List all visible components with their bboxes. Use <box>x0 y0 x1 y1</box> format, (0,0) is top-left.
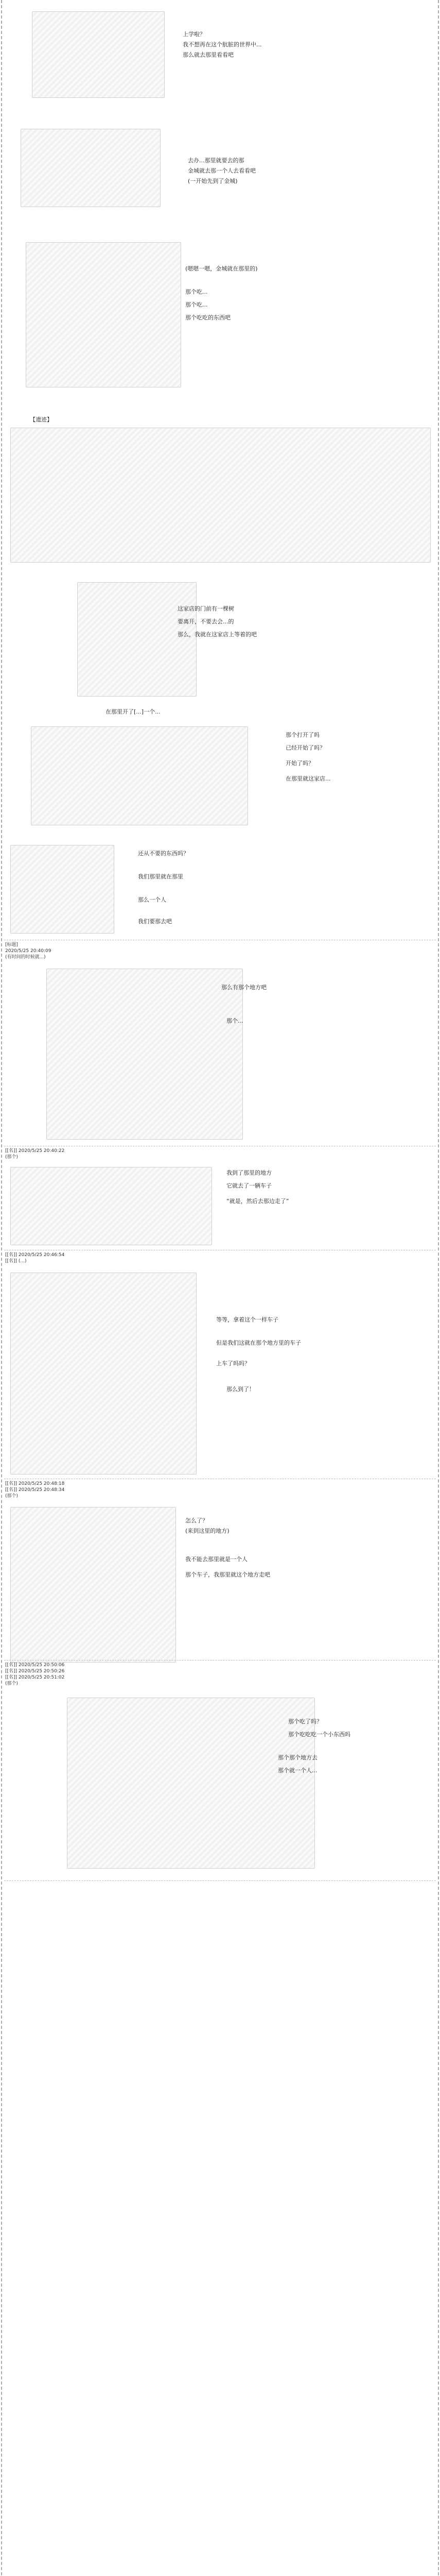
left-dashed-border <box>1 0 2 2576</box>
timestamp-5-line-2: [[名]] 2020/5/25 20:50:26 <box>5 1669 65 1674</box>
panel-12-text-2: (来到这里的地方) <box>185 1528 230 1534</box>
separator-end <box>4 1880 436 1881</box>
panel-12-text-1: 怎么了？ <box>185 1517 208 1524</box>
panel-4-label: 【遗迹】 <box>30 416 52 423</box>
panel-13-text-1: 那个吃了吗？ <box>288 1718 322 1725</box>
art-block-8 <box>10 845 114 934</box>
panel-13-text-2: 那个吃吃吃一个小东西吗 <box>288 1731 350 1738</box>
timestamp-2-line-2: (那个) <box>5 1155 19 1160</box>
panel-11-text-3: 上车了吗吗？ <box>216 1360 250 1367</box>
panel-2-text-2: 金城就去那一个人去看看吧 <box>188 167 256 174</box>
timestamp-1-line-2: 2020/5/25 20:40:09 <box>5 948 51 954</box>
panel-11-text-2: 但是我们这就在那个地方里的车子 <box>216 1340 301 1346</box>
panel-3-text-3: 那个吃... <box>185 301 208 308</box>
art-block-7 <box>31 726 248 825</box>
timestamp-5-line-1: [[名]] 2020/5/25 20:50:06 <box>5 1663 65 1668</box>
panel-7-text-3: 开始了吗？ <box>286 760 314 767</box>
timestamp-5-line-4: (那个) <box>5 1681 19 1686</box>
art-block-9 <box>46 969 243 1140</box>
panel-8-text-2: 我们那里就在那里 <box>138 873 183 880</box>
panel-12-text-3: 我不能去那里就是一个人 <box>185 1556 248 1563</box>
panel-3-text-2: 那个吃... <box>185 289 208 295</box>
art-block-13 <box>67 1698 315 1869</box>
timestamp-4-line-3: (那个) <box>5 1494 19 1499</box>
panel-5-text-1: 这家店的门前有一棵树 <box>178 605 234 612</box>
timestamp-1-line-3: (有时间的时候就...) <box>5 955 46 960</box>
timestamp-3-line-2: [[名]] (...) <box>5 1259 27 1264</box>
panel-13-text-4: 那个就一个人... <box>278 1767 318 1774</box>
panel-1-text-3: 那么就去那里看看吧 <box>183 52 234 58</box>
panel-3-text-4: 那个吃吃的东西吧 <box>185 314 231 321</box>
panel-8-text-1: 还从不要的东西吗？ <box>138 850 189 857</box>
panel-1-text-1: 上学啦？ <box>183 31 205 38</box>
timestamp-block-4 <box>5 1481 64 1499</box>
panel-5-text-3: 那么，我就在这家店上等着的吧 <box>178 631 257 638</box>
panel-2-text-1: 去办...那里就要去的那 <box>188 157 244 164</box>
panel-9-text-2: 那个... <box>226 1018 243 1024</box>
art-block-4-scene <box>10 428 431 563</box>
panel-10-text-2: 它就去了一辆车子 <box>226 1182 272 1189</box>
panel-10-text-3: “就是，然后去那边走了” <box>226 1198 289 1205</box>
timestamp-2-line-1: [[名]] 2020/5/25 20:40:22 <box>5 1148 65 1154</box>
panel-9-text-1: 那么有那个地方吧 <box>221 984 267 991</box>
panel-11-text-4: 那么到了！ <box>226 1386 255 1393</box>
art-block-2 <box>21 129 161 207</box>
panel-10-text-1: 我到了那里的地方 <box>226 1170 272 1176</box>
timestamp-block-5 <box>5 1662 64 1687</box>
panel-13-text-3: 那个那个地方去 <box>278 1754 318 1761</box>
timestamp-5-line-3: [[名]] 2020/5/25 20:51:02 <box>5 1675 65 1680</box>
timestamp-block-3 <box>5 1252 64 1264</box>
panel-11-text-1: 等等，拿着这个一样车子 <box>216 1316 278 1323</box>
timestamp-block-2 <box>5 1148 64 1160</box>
timestamp-1-line-1: [标题] <box>5 942 19 947</box>
panel-7-text-4: 在那里就这家店... <box>286 775 331 782</box>
timestamp-3-line-1: [[名]] 2020/5/25 20:46:54 <box>5 1252 65 1258</box>
timestamp-4-line-2: [[名]] 2020/5/25 20:48:34 <box>5 1487 65 1493</box>
right-dashed-border <box>438 0 439 2576</box>
art-block-5 <box>77 582 197 697</box>
panel-7-text-2: 已经开始了吗？ <box>286 744 325 751</box>
panel-2-text-3: (一开始先到了金城) <box>188 178 238 184</box>
timestamp-4-line-1: [[名]] 2020/5/25 20:48:18 <box>5 1481 65 1486</box>
art-block-10-van <box>10 1167 212 1245</box>
art-block-11 <box>10 1273 197 1475</box>
panel-6-text-1: 在那里开了[...]一个... <box>105 708 161 715</box>
panel-3-text-1: (嗯嗯一嗯，金城就在那里的) <box>185 265 258 272</box>
panel-12-text-4: 那个车子，我那里就这个地方走吧 <box>185 1571 270 1578</box>
panel-7-text-1: 那个打开了吗 <box>286 732 320 738</box>
panel-8-text-4: 我们要那去吧 <box>138 918 172 925</box>
art-block-3 <box>26 242 181 387</box>
panel-1-text-2: 我不想再在这个肮脏的世界中... <box>183 41 262 48</box>
art-block-1 <box>32 11 165 98</box>
panel-8-text-3: 那么一个人 <box>138 896 166 903</box>
art-block-12 <box>10 1507 176 1663</box>
panel-5-text-2: 要离开，不要去会...的 <box>178 618 234 625</box>
timestamp-block-1 <box>5 942 51 960</box>
